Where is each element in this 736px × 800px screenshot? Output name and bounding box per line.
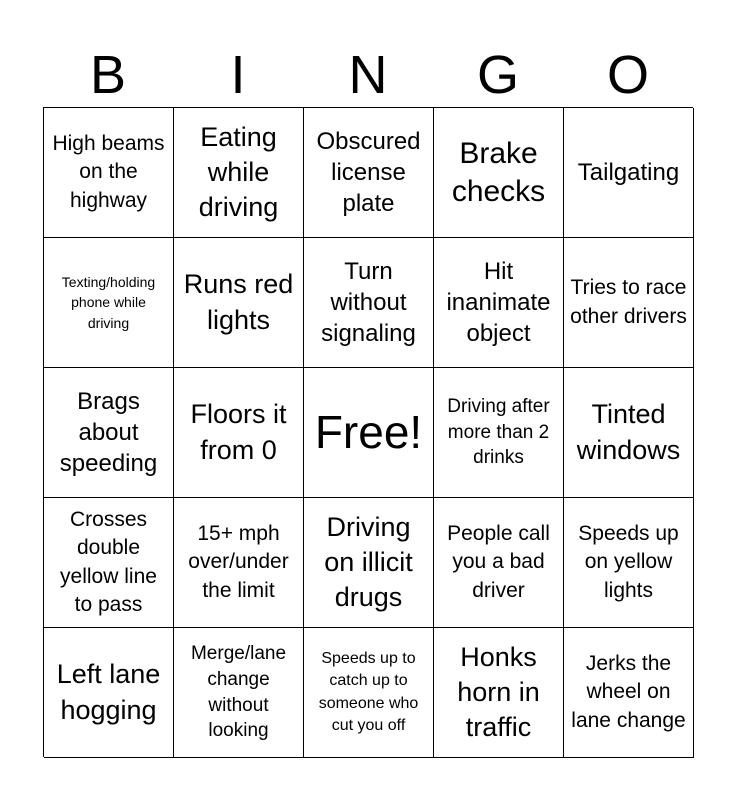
free-space-cell[interactable]	[304, 368, 434, 498]
bingo-cell[interactable]	[174, 498, 304, 628]
bingo-cell[interactable]	[304, 238, 434, 368]
cell-text: Obscured license plate	[316, 127, 421, 218]
cell-text: Runs red lights	[183, 269, 294, 335]
cell-text: Tinted windows	[576, 399, 681, 465]
bingo-cell[interactable]	[304, 628, 434, 758]
cell-text: Brags about speeding	[59, 387, 158, 478]
cell-text: Left lane hogging	[56, 659, 161, 725]
header-letter-i: I	[230, 45, 246, 105]
bingo-cell[interactable]	[174, 108, 304, 238]
bingo-cell[interactable]	[564, 368, 694, 498]
cell-text: Turn without signaling	[321, 257, 416, 348]
bingo-cell[interactable]	[564, 498, 694, 628]
bingo-cell[interactable]	[434, 108, 564, 238]
cell-text: 15+ mph over/under the limit	[188, 521, 289, 602]
cell-text: Hit inanimate object	[446, 257, 551, 348]
bingo-cell[interactable]	[434, 238, 564, 368]
bingo-cell[interactable]	[434, 628, 564, 758]
cell-text: Floors it from 0	[190, 399, 287, 465]
bingo-cell[interactable]	[564, 238, 694, 368]
header-letter-o: O	[606, 45, 649, 105]
bingo-cell[interactable]	[44, 238, 174, 368]
cell-text: Driving after more than 2 drinks	[447, 396, 550, 469]
cell-text: Tailgating	[577, 158, 680, 186]
cell-text: Tries to race other drivers	[570, 276, 687, 328]
bingo-cell[interactable]	[44, 368, 174, 498]
bingo-cell[interactable]	[174, 368, 304, 498]
cell-text: High beams on the highway	[52, 131, 165, 212]
bingo-cell[interactable]	[174, 628, 304, 758]
bingo-cell[interactable]	[304, 108, 434, 238]
bingo-cell[interactable]	[434, 498, 564, 628]
bingo-cell[interactable]	[174, 238, 304, 368]
cell-text: Honks horn in traffic	[457, 641, 540, 743]
bingo-cell[interactable]	[564, 108, 694, 238]
bingo-cell[interactable]	[434, 368, 564, 498]
cell-text: Crosses double yellow line to pass	[60, 507, 157, 616]
bingo-cell[interactable]	[304, 498, 434, 628]
cell-text: Texting/holding phone while driving	[61, 274, 156, 331]
bingo-cell[interactable]	[44, 628, 174, 758]
cell-text: Jerks the wheel on lane change	[571, 651, 686, 732]
header-letter-g: G	[476, 45, 519, 105]
cell-text: Brake checks	[451, 137, 546, 208]
bingo-header	[43, 44, 693, 106]
bingo-grid	[43, 107, 693, 757]
cell-text: Driving on illicit drugs	[324, 511, 413, 613]
cell-text: People call you a bad driver	[447, 521, 550, 602]
bingo-cell[interactable]	[44, 108, 174, 238]
bingo-cell[interactable]	[564, 628, 694, 758]
cell-text: Merge/lane change without looking	[190, 643, 287, 742]
bingo-cell[interactable]	[44, 498, 174, 628]
header-letter-b: B	[89, 45, 127, 105]
cell-text: Free!	[314, 406, 423, 459]
header-letter-n: N	[348, 45, 388, 105]
cell-text: Eating while driving	[198, 121, 279, 223]
cell-text: Speeds up on yellow lights	[578, 521, 679, 602]
cell-text: Speeds up to catch up to someone who cut you off	[318, 649, 419, 734]
